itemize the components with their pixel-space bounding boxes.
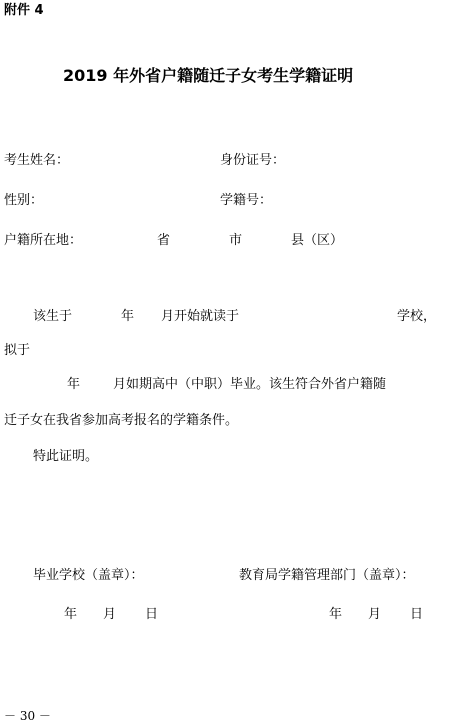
school-seal-label: 毕业学校（盖章）： — [33, 568, 144, 583]
statement-text-2: 拟于 — [4, 343, 31, 358]
page-number: － 30 － — [4, 709, 51, 723]
county-unit-label: 县（区） — [291, 233, 344, 248]
city-unit-label: 市 — [229, 233, 243, 248]
id-number-label: 身份证号： — [220, 153, 286, 168]
statement-text-1: 该生于 — [33, 309, 73, 324]
statement-enroll-year: 年 — [121, 309, 135, 324]
statement-graduation-text: 月如期高中（中职）毕业。该生符合外省户籍随 — [113, 377, 387, 392]
bureau-seal-label: 教育局学籍管理部门（盖章）： — [239, 568, 415, 583]
candidate-name-label: 考生姓名： — [4, 153, 70, 168]
school-date-year: 年 — [64, 607, 78, 622]
statement-school: 学校， — [397, 309, 437, 324]
province-unit-label: 省 — [157, 233, 171, 248]
bureau-date-year: 年 — [329, 607, 343, 622]
school-date-month: 月 — [103, 607, 117, 622]
statement-enroll-month: 月开始就读于 — [161, 309, 240, 324]
student-number-label: 学籍号： — [220, 193, 273, 208]
attachment-label: 附件 4 — [4, 3, 44, 18]
statement-graduation-year: 年 — [67, 377, 81, 392]
bureau-date-month: 月 — [368, 607, 382, 622]
bureau-date-day: 日 — [410, 607, 424, 622]
gender-label: 性别： — [4, 193, 44, 208]
statement-conclusion: 特此证明。 — [33, 449, 99, 464]
statement-text-4: 迁子女在我省参加高考报名的学籍条件。 — [4, 413, 239, 428]
school-date-day: 日 — [145, 607, 159, 622]
hukou-location-label: 户籍所在地： — [4, 233, 83, 248]
document-title: 2019 年外省户籍随迁子女考生学籍证明 — [63, 66, 354, 85]
